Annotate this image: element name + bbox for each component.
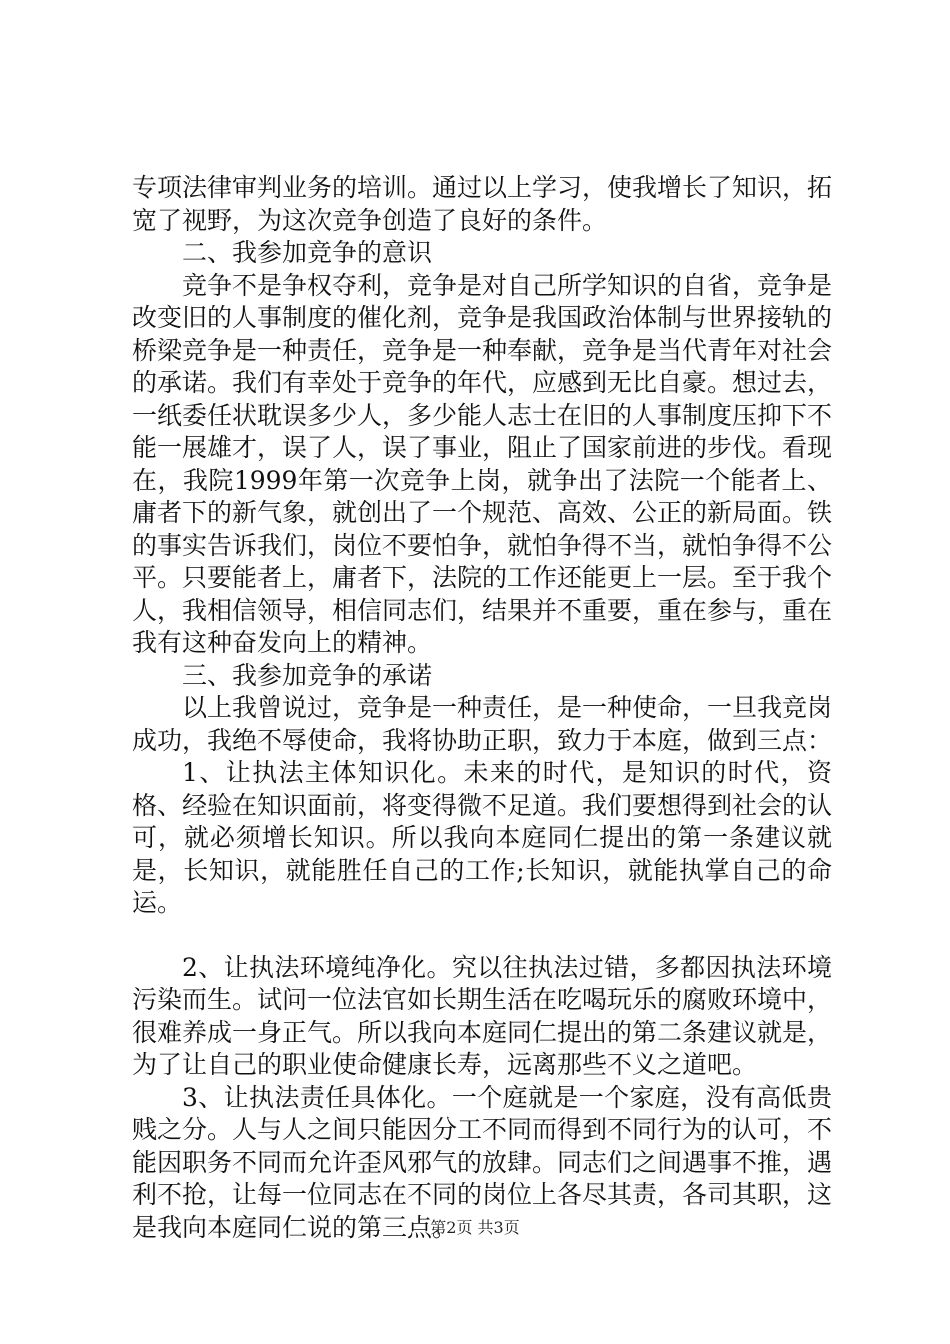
paragraph-point-one: 1、让执法主体知识化。未来的时代，是知识的时代，资格、经验在知识面前，将变得微不足道。我们要想得到社会的认可，就必须增长知识。所以我向本庭同仁提出的第一条建议就是，长知识，就能胜任自己的工作;长知识，就能执掌自己的命运。 <box>132 758 833 917</box>
heading-competition-awareness: 二、我参加竞争的意识 <box>182 238 433 267</box>
page-number-footer: 第2页 共3页 <box>430 1218 520 1237</box>
paragraph-training-continuation: 专项法律审判业务的培训。通过以上学习，使我增长了知识，拓宽了视野，为这次竞争创造了良好的条件。 <box>132 173 833 235</box>
heading-competition-promise: 三、我参加竞争的承诺 <box>182 660 433 690</box>
paragraph-point-two: 2、让执法环境纯净化。究以往执法过错，多都因执法环境污染而生。试问一位法官如长期生活在吃喝玩乐的腐败环境中，很难养成一身正气。所以我向本庭同仁提出的第二条建议就是，为了让自己的职业使命健康长寿，远离那些不义之道吧。 <box>132 952 833 1079</box>
paragraph-promise-intro: 以上我曾说过，竞争是一种责任，是一种使命，一旦我竞岗成功，我绝不辱使命，我将协助正职，致力于本庭，做到三点： <box>132 693 833 755</box>
paragraph-point-three: 3、让执法责任具体化。一个庭就是一个家庭，没有高低贵贱之分。人与人之间只能因分工不同而得到不同行为的认可，不能因职务不同而允许歪风邪气的放肆。同志们之间遇事不推，遇利不抢，让每一位同志在不同的岗位上各尽其责，各司其职，这是我向本庭同仁说的第三点。 <box>132 1082 833 1242</box>
paragraph-competition-awareness: 竞争不是争权夺利，竞争是对自己所学知识的自省，竞争是改变旧的人事制度的催化剂，竞争是我国政治体制与世界接轨的桥梁竞争是一种责任，竞争是一种奉献，竞争是当代青年对社会的承诺。我们有幸处于竞争的年代，应感到无比自豪。想过去，一纸委任状耽误多少人，多少能人志士在旧的人事制度压抑下不能一展雄才，误了人，误了事业，阻止了国家前进的步伐。看现在，我院1999年第一次竞争上岗，就争出了法院一个能者上、庸者下的新气象，就创出了一个规范、高效、公正的新局面。铁的事实告诉我们，岗位不要怕争，就怕争得不当，就怕争得不公平。只要能者上，庸者下，法院的工作还能更上一层。至于我个人，我相信领导，相信同志们，结果并不重要，重在参与，重在我有这种奋发向上的精神。 <box>132 270 833 657</box>
document-body <box>132 172 832 1244</box>
